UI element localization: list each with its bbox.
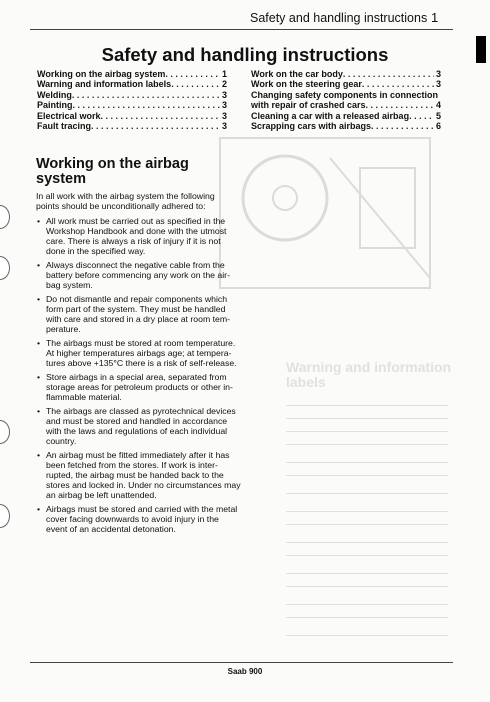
list-item: • Always disconnect the negative cable from the battery before commencing any work on the air-bag system. [37,260,230,290]
page-number: 1 [431,10,439,25]
toc-entry[interactable]: Working on the airbag system . . . 1 [37,69,227,79]
section-heading: Working on the airbag system [36,156,189,187]
toc-entry[interactable]: Welding . . . 3 [37,90,227,100]
show-through-text [286,396,448,639]
binder-hole [0,504,10,528]
bullet-icon: • [37,216,41,226]
bullet-icon: • [37,504,41,514]
toc-entry[interactable]: with repair of crashed cars . . . 4 [251,100,441,110]
running-header: Safety and handling instructions [250,11,428,25]
page-title: Safety and handling instructions [101,44,389,65]
toc-entry[interactable]: Warning and information labels . . . 2 [37,79,227,89]
toc-entry[interactable]: Painting . . . 3 [37,100,227,110]
bullet-icon: • [37,372,41,382]
toc-left-column [37,69,227,131]
toc-entry[interactable]: Electrical work . . . 3 [37,111,227,121]
toc-entry[interactable]: Scrapping cars with airbags . . . 6 [251,121,441,131]
header-rule [30,29,453,30]
list-item: • Airbags must be stored and carried with the metal cover facing downwards to avoid injury in the event of an accidental detonation. [37,504,238,534]
toc-entry[interactable]: Cleaning a car with a released airbag . . . 5 [251,111,441,121]
list-item: • Store airbags in a special area, separated from storage areas for petroleum products or other in-flammable material. [37,372,233,402]
footer-label: Saab 900 [227,667,263,676]
binder-hole [0,256,10,280]
bullet-icon: • [37,406,41,416]
list-item: • The airbags must be stored at room temperature. At higher temperatures airbags age; at tempera-tures above +135°C there is a risk of self-release. [37,338,237,368]
bullet-icon: • [37,338,41,348]
list-item: • The airbags are classed as pyrotechnical devices and must be stored and handled in accordance with the laws and regulations of each individual country. [37,406,236,446]
toc-right-column [251,69,441,131]
bullet-icon: • [37,294,41,304]
toc-entry[interactable]: Fault tracing . . . 3 [37,121,227,131]
safety-rules-list [36,216,242,538]
list-item: • Do not dismantle and repair components which form part of the system. They must be handled with care and stored in a dry place at room tem-perature. [37,294,230,334]
bullet-icon: • [37,450,41,460]
footer-rule [30,662,453,663]
toc-entry-continued[interactable]: Changing safety components in connection [251,89,439,100]
toc-entry[interactable]: Work on the car body . . . 3 [251,69,441,79]
bullet-icon: • [37,260,41,270]
list-item: • An airbag must be fitted immediately after it has been fetched from the stores. If work is inter-rupted, the airbag must be handed back to the stores and locked in. Under no circumstances may an airbag be left unattended. [37,450,241,500]
binder-hole [0,420,10,444]
list-item: • All work must be carried out as specified in the Workshop Handbook and done with the utmost care. There is always a risk of injury if it is not done in the specified way. [37,216,227,256]
toc-entry[interactable]: Work on the steering gear . . . 3 [251,79,441,89]
binder-hole [0,205,10,229]
show-through-heading: Warning and information labels [286,359,452,390]
section-intro: In all work with the airbag system the following points should be unconditionally adhered to: [36,191,215,211]
